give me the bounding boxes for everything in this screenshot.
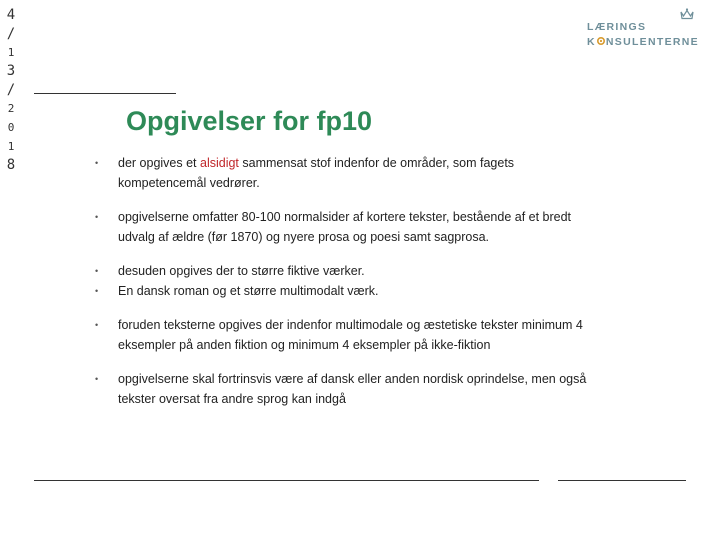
- bullet-list: [95, 153, 595, 423]
- date-char: 1: [7, 139, 15, 153]
- list-item: [95, 369, 595, 409]
- date-char: 8: [6, 157, 16, 174]
- logo-line-1: LÆRINGS: [587, 21, 647, 33]
- bullet-text: sammensat stof indenfor de områder, som fagets kompetencemål vedrører.: [118, 156, 515, 190]
- logo-line-2: [587, 36, 699, 48]
- bullet-marker: •: [95, 374, 99, 384]
- list-item: [95, 281, 595, 301]
- date-char: 4: [6, 7, 16, 23]
- gear-icon: [596, 36, 606, 46]
- list-item: [95, 315, 595, 355]
- slide-title: Opgivelser for fp10: [126, 106, 373, 136]
- bullet-marker: •: [95, 212, 99, 222]
- bullet-marker: •: [95, 320, 99, 330]
- date-char: 2: [7, 101, 15, 115]
- bullet-text: der opgives et: [118, 156, 200, 170]
- date-char: 1: [7, 45, 15, 59]
- bullet-text: opgivelserne skal fortrinsvis være af dansk eller anden nordisk oprindelse, men også tekster oversat fra andre sprog kan indgå: [118, 372, 587, 406]
- bullet-text: desuden opgives der to større fiktive værker.: [118, 264, 365, 278]
- bullet-marker: •: [95, 266, 99, 276]
- crown-icon: [680, 8, 694, 20]
- bullet-marker: •: [95, 158, 99, 168]
- bullet-text: foruden teksterne opgives der indenfor multimodale og æstetiske tekster minimum 4 eksempler på anden fiktion og minimum 4 eksempler på ikke-fiktion: [118, 318, 583, 352]
- date-char: /: [6, 25, 16, 42]
- top-divider: [34, 93, 176, 94]
- date-vertical: [4, 6, 18, 175]
- date-char: 3: [6, 63, 16, 80]
- laeringskonsulenterne-logo: [585, 8, 699, 48]
- list-item: [95, 153, 595, 193]
- date-char: 0: [7, 120, 15, 134]
- bullet-text: opgivelserne omfatter 80-100 normalsider af kortere tekster, bestående af et bredt udvalg af ældre (før 1870) og nyere prosa og poesi samt sagprosa.: [118, 210, 572, 244]
- bottom-divider-right: [558, 480, 686, 481]
- date-char: /: [6, 82, 16, 99]
- logo-letter-k: K: [587, 36, 596, 48]
- bottom-divider-left: [34, 480, 539, 481]
- list-item: [95, 207, 595, 247]
- logo-suffix: NSULENTERNE: [605, 36, 699, 48]
- bullet-text: En dansk roman og et større multimodalt værk.: [118, 284, 379, 298]
- bullet-marker: •: [95, 286, 99, 296]
- list-item: [95, 261, 595, 281]
- highlighted-word: alsidigt: [200, 156, 239, 170]
